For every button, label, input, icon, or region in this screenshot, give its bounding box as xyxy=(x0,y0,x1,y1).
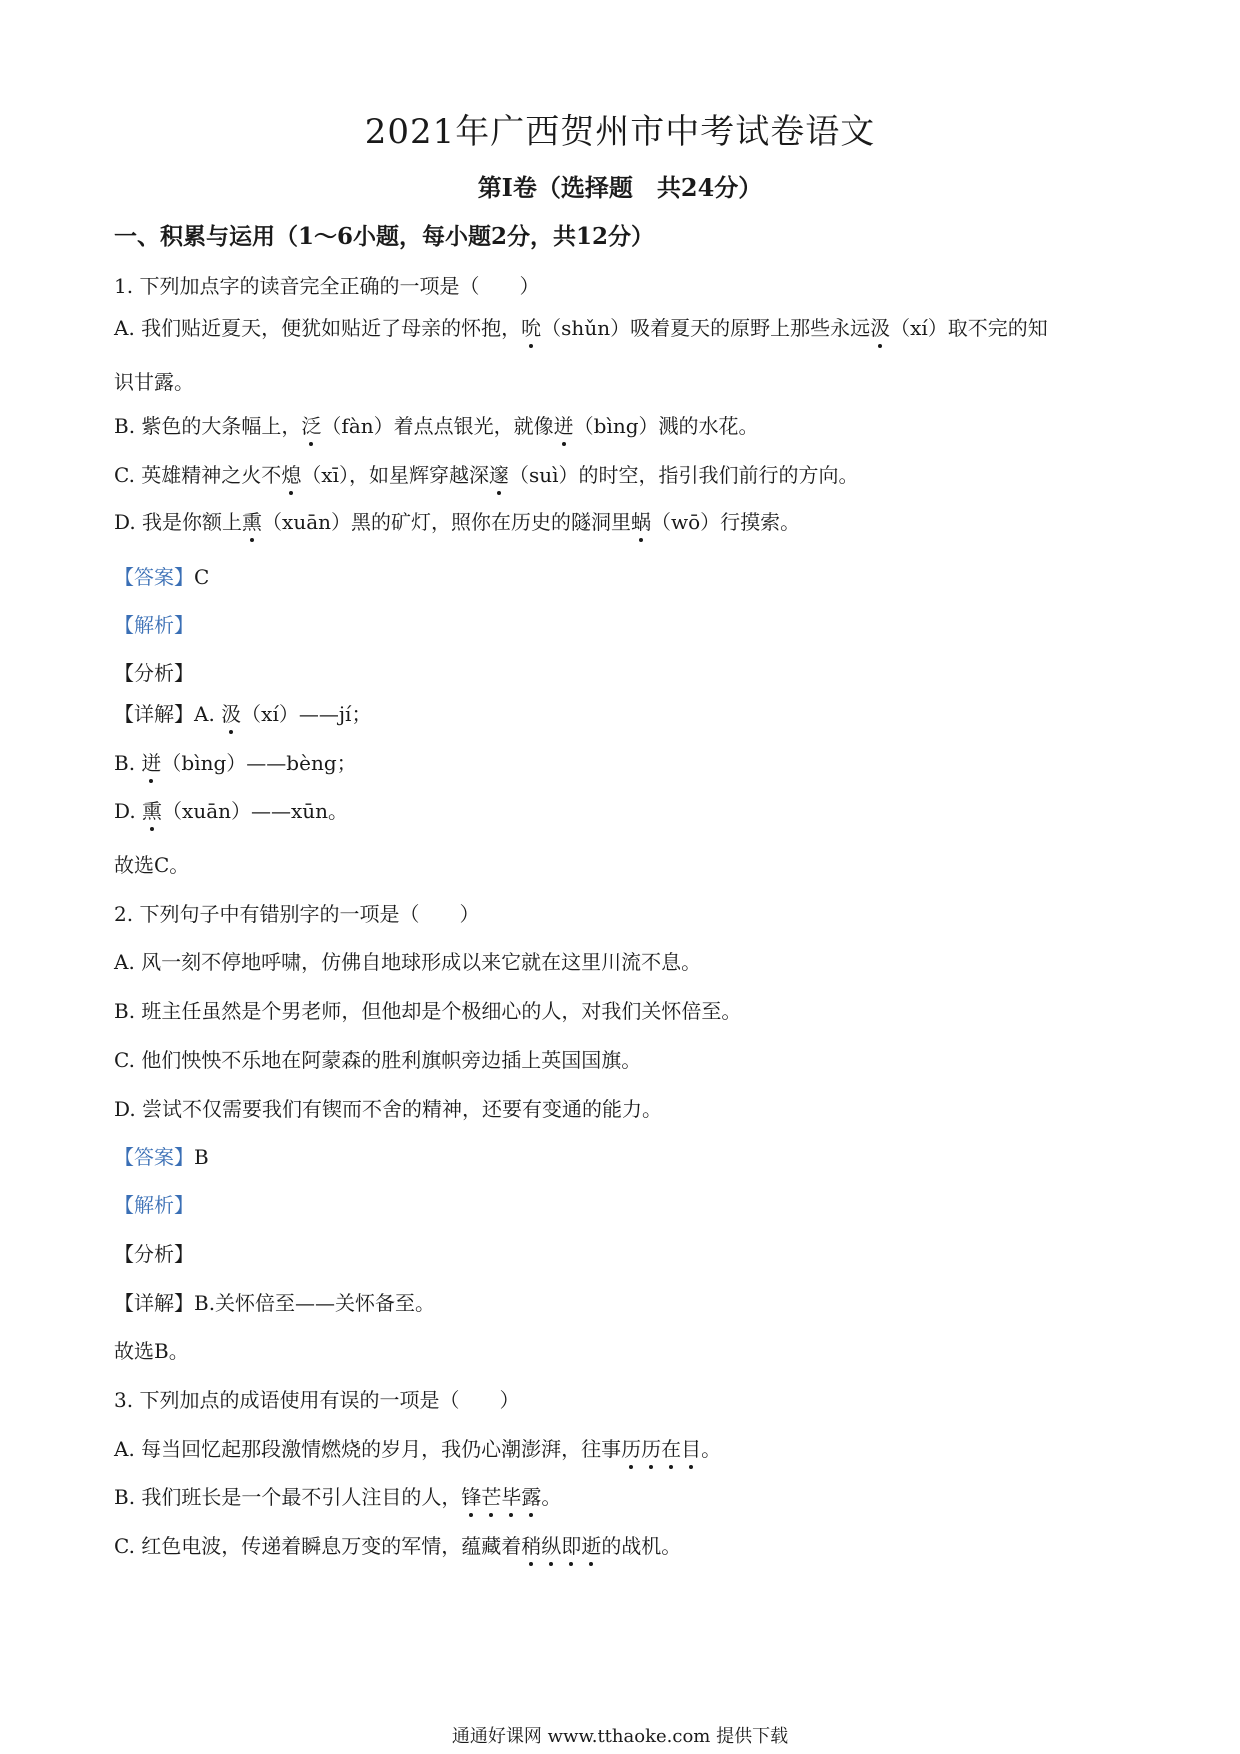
q1-detail-d xyxy=(114,795,348,824)
dotted-char: 即 xyxy=(561,1530,581,1559)
q1-detail-a xyxy=(114,698,371,727)
text: 。 xyxy=(541,1485,562,1509)
dotted-char: 露 xyxy=(521,1481,541,1510)
text: （xī），如星辉穿越深 xyxy=(301,463,489,487)
q3-option-c xyxy=(114,1530,681,1559)
text: （shǔn）吸着夏天的原野上那些永远 xyxy=(541,316,871,340)
text: 的战机。 xyxy=(601,1534,682,1558)
page-footer: 通通好课网 www.tthaoke.com 提供下载 xyxy=(451,1726,789,1747)
q1-option-d xyxy=(114,506,800,535)
dotted-char: 纵 xyxy=(541,1530,561,1559)
dotted-char: 汲 xyxy=(221,698,241,727)
dotted-char: 蜗 xyxy=(631,506,651,535)
dotted-char: 邃 xyxy=(489,459,509,488)
dotted-char: 熏 xyxy=(242,506,262,535)
text: （wō）行摸索。 xyxy=(651,510,801,534)
section-heading: 一、积累与运用（1～6小题，每小题2分，共12分） xyxy=(114,223,655,250)
text: （bìng）溅的水花。 xyxy=(573,414,759,438)
dotted-char: 汲 xyxy=(870,312,890,341)
text: A. 我们贴近夏天，便犹如贴近了母亲的怀抱， xyxy=(114,316,522,340)
dotted-char: 稍 xyxy=(521,1530,541,1559)
q2-fenxi-label: 【分析】 xyxy=(114,1242,194,1266)
paper-subtitle: 第Ⅰ卷（选择题 共24分） xyxy=(477,173,763,202)
dotted-char: 迸 xyxy=(554,410,574,439)
q1-fenxi-label: 【分析】 xyxy=(114,661,194,685)
text: A. 每当回忆起那段激情燃烧的岁月，我仍心潮澎湃，往事 xyxy=(114,1437,622,1461)
q3-option-b xyxy=(114,1481,561,1510)
text: （xuān）黑的矿灯，照你在历史的隧洞里 xyxy=(262,510,632,534)
q2-option-b: B. 班主任虽然是个男老师，但他却是个极细心的人，对我们关怀倍至。 xyxy=(114,999,742,1023)
question-3-stem: 3. 下列加点的成语使用有误的一项是（ ） xyxy=(114,1388,520,1412)
text: D. xyxy=(114,799,143,823)
q1-detail-b xyxy=(114,747,357,776)
text: B. xyxy=(114,751,142,775)
q1-option-c xyxy=(114,459,859,488)
q1-option-b xyxy=(114,410,759,439)
q2-detail: 【详解】B.关怀倍至——关怀备至。 xyxy=(114,1291,436,1315)
text: B. 紫色的大条幅上， xyxy=(114,414,302,438)
question-1-stem: 1. 下列加点字的读音完全正确的一项是（ ） xyxy=(114,274,540,298)
question-2-stem: 2. 下列句子中有错别字的一项是（ ） xyxy=(114,902,480,926)
text: （fàn）着点点银光，就像 xyxy=(321,414,554,438)
dotted-char: 历 xyxy=(641,1433,661,1462)
text: D. 我是你额上 xyxy=(114,510,243,534)
dotted-char: 历 xyxy=(621,1433,641,1462)
q1-answer xyxy=(114,561,209,590)
dotted-char: 熏 xyxy=(142,795,162,824)
answer-label: 【答案】 xyxy=(114,565,194,589)
q1-option-a-continued: 识甘露。 xyxy=(114,370,194,394)
dotted-char: 迸 xyxy=(141,747,161,776)
answer-value: C xyxy=(194,565,210,589)
dotted-char: 逝 xyxy=(581,1530,601,1559)
q3-option-a xyxy=(114,1433,721,1462)
answer-label: 【答案】 xyxy=(114,1145,194,1169)
dotted-char: 芒 xyxy=(481,1481,501,1510)
text: （xí）——jí； xyxy=(241,702,372,726)
text: B. 我们班长是一个最不引人注目的人， xyxy=(114,1485,462,1509)
dotted-char: 泛 xyxy=(301,410,321,439)
dotted-char: 熄 xyxy=(281,459,301,488)
dotted-char: 锋 xyxy=(461,1481,481,1510)
text: （bìng）——bèng； xyxy=(161,751,357,775)
q1-conclusion: 故选C。 xyxy=(114,853,190,877)
text: （xí）取不完的知 xyxy=(890,316,1048,340)
text: C. 英雄精神之火不 xyxy=(114,463,282,487)
dotted-char: 毕 xyxy=(501,1481,521,1510)
q2-option-d: D. 尝试不仅需要我们有锲而不舍的精神，还要有变通的能力。 xyxy=(114,1097,663,1121)
q2-option-a: A. 风一刻不停地呼啸，仿佛自地球形成以来它就在这里川流不息。 xyxy=(114,950,702,974)
dotted-char: 在 xyxy=(661,1433,681,1462)
q2-jiexi-label: 【解析】 xyxy=(114,1193,194,1217)
page-title: 2021年广西贺州市中考试卷语文 xyxy=(364,112,876,152)
q2-conclusion: 故选B。 xyxy=(114,1339,189,1363)
q2-answer xyxy=(114,1141,209,1170)
text: （xuān）——xūn。 xyxy=(162,799,349,823)
text: 【详解】A. xyxy=(114,702,222,726)
text: C. 红色电波，传递着瞬息万变的军情，蕴藏着 xyxy=(114,1534,522,1558)
q2-option-c: C. 他们怏怏不乐地在阿蒙森的胜利旗帜旁边插上英国国旗。 xyxy=(114,1048,642,1072)
dotted-char: 吮 xyxy=(521,312,541,341)
text: 。 xyxy=(701,1437,722,1461)
q1-option-a xyxy=(114,312,1048,341)
answer-value: B xyxy=(194,1145,209,1169)
q1-jiexi-label: 【解析】 xyxy=(114,613,194,637)
text: （suì）的时空，指引我们前行的方向。 xyxy=(509,463,859,487)
dotted-char: 目 xyxy=(681,1433,701,1462)
